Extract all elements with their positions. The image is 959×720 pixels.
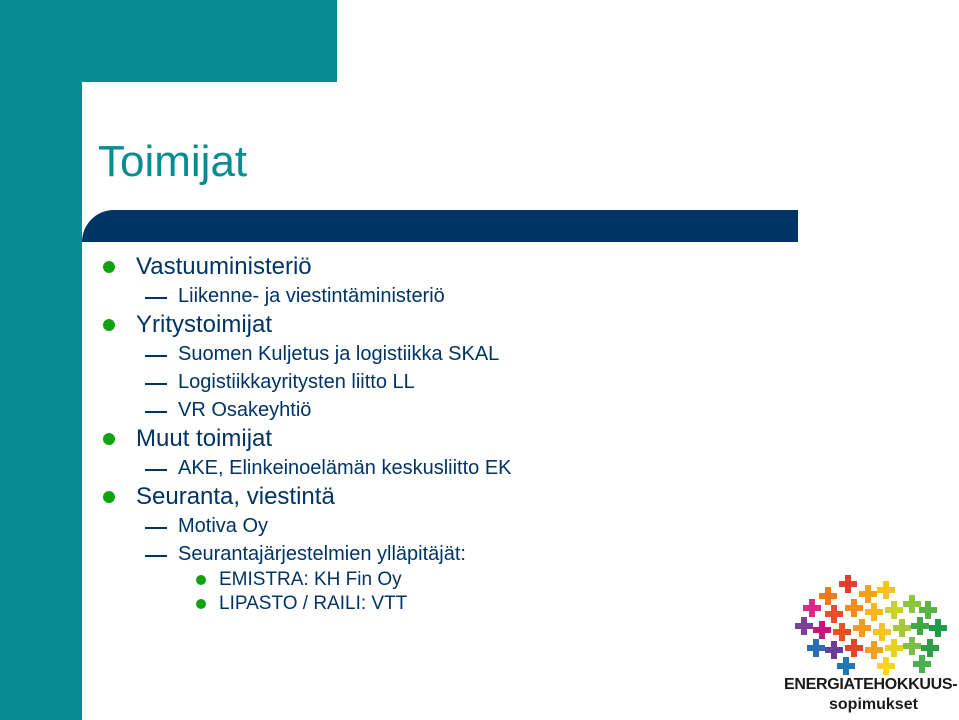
sub-bullet-item bbox=[100, 396, 800, 424]
bullet-dot-icon bbox=[103, 261, 115, 273]
sub-bullet-label: Seurantajärjestelmien ylläpitäjät: bbox=[178, 543, 466, 565]
dash-icon bbox=[145, 527, 167, 529]
bullet-dot-icon bbox=[103, 433, 115, 445]
dash-icon bbox=[145, 469, 167, 471]
teal-frame-top bbox=[0, 0, 337, 82]
bullet-dot-icon bbox=[196, 599, 206, 609]
title-divider-bar bbox=[82, 210, 798, 242]
dash-icon bbox=[145, 355, 167, 357]
sub-bullet-label: AKE, Elinkeinoelämän keskusliitto EK bbox=[178, 457, 512, 479]
bullet-label: Yritystoimijat bbox=[136, 311, 273, 338]
sub-sub-bullet-item bbox=[100, 568, 800, 592]
bullet-list bbox=[100, 252, 800, 616]
dash-icon bbox=[145, 555, 167, 557]
sub-bullet-label: Motiva Oy bbox=[178, 515, 269, 537]
dash-icon bbox=[145, 411, 167, 413]
sub-bullet-item bbox=[100, 454, 800, 482]
bullet-item bbox=[100, 310, 800, 340]
bullet-label: Vastuuministeriö bbox=[136, 253, 312, 280]
bullet-dot-icon bbox=[196, 575, 206, 585]
sub-bullet-item bbox=[100, 512, 800, 540]
logo-text-line1: ENERGIATEHOKKUUS- bbox=[784, 676, 958, 693]
sub-bullet-label: Suomen Kuljetus ja logistiikka SKAL bbox=[178, 343, 500, 365]
sub-sub-bullet-label: EMISTRA: KH Fin Oy bbox=[219, 569, 402, 590]
sub-bullet-label: Liikenne- ja viestintäministeriö bbox=[178, 285, 445, 307]
bullet-item bbox=[100, 482, 800, 512]
dash-icon bbox=[145, 383, 167, 385]
sub-bullet-item bbox=[100, 340, 800, 368]
dash-icon bbox=[145, 297, 167, 299]
bullet-item bbox=[100, 252, 800, 282]
sub-bullet-item bbox=[100, 540, 800, 568]
sub-sub-bullet-label: LIPASTO / RAILI: VTT bbox=[219, 593, 408, 614]
sub-sub-bullet-item bbox=[100, 592, 800, 616]
bullet-label: Seuranta, viestintä bbox=[136, 483, 335, 510]
slide-title: Toimijat bbox=[98, 137, 248, 186]
bullet-item bbox=[100, 424, 800, 454]
bullet-label: Muut toimijat bbox=[136, 425, 273, 452]
teal-frame-left bbox=[0, 0, 82, 720]
logo-cross-mosaic-icon bbox=[795, 575, 947, 675]
bullet-dot-icon bbox=[103, 491, 115, 503]
sub-bullet-label: Logistiikkayritysten liitto LL bbox=[178, 371, 415, 393]
logo-text-line2: sopimukset bbox=[829, 696, 918, 713]
bullet-dot-icon bbox=[103, 319, 115, 331]
sub-bullet-item bbox=[100, 282, 800, 310]
sub-bullet-item bbox=[100, 368, 800, 396]
sub-bullet-label: VR Osakeyhtiö bbox=[178, 399, 312, 421]
